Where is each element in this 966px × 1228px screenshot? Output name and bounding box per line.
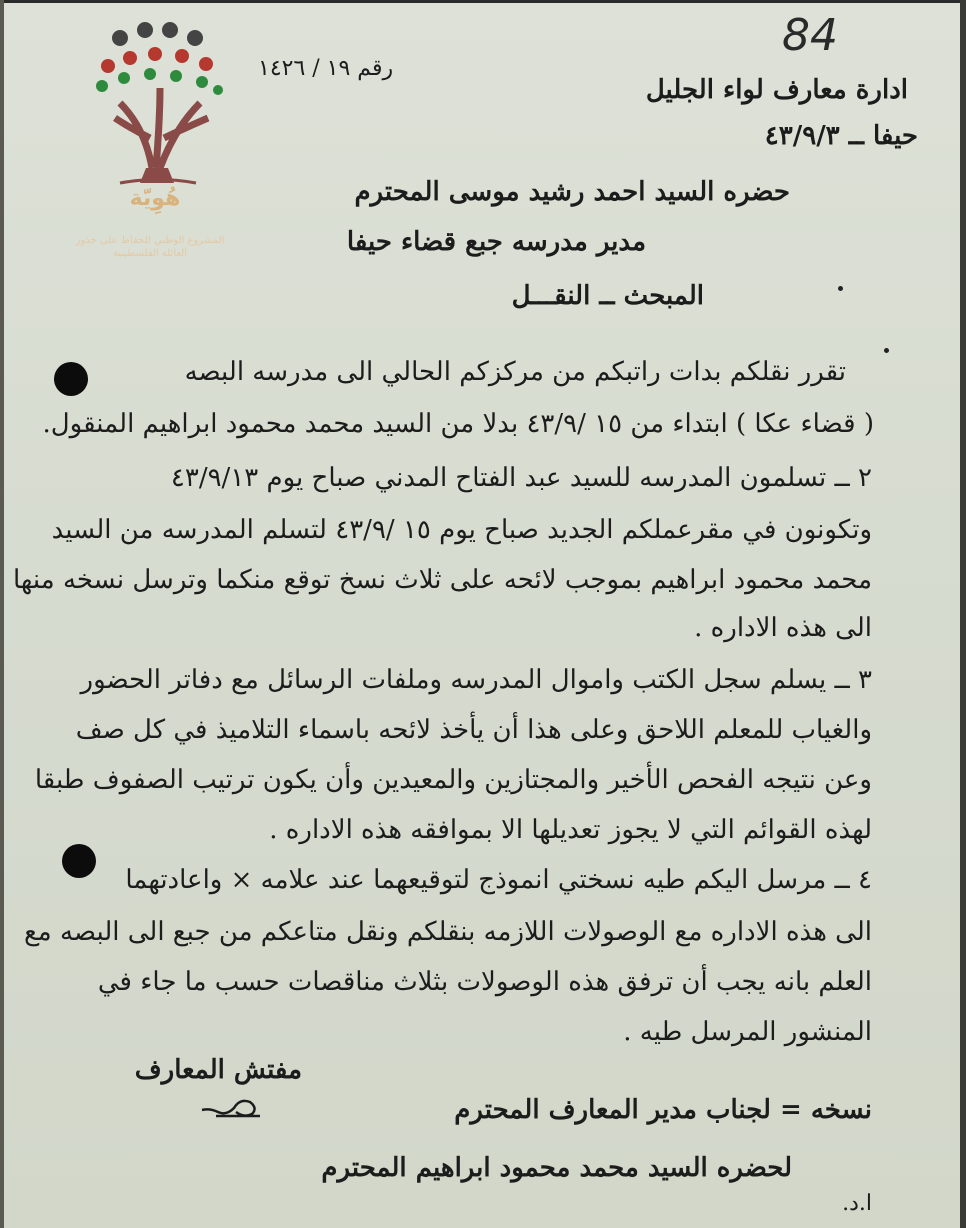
handwritten-signature [196,1086,266,1126]
footer-initials: ا.د. [842,1191,872,1216]
paragraph-3-line-3: وعن نتيجه الفحص الأخير والمجتازين والمعيدين وأن يكون ترتيب الصفوف طبقا [34,765,872,795]
punch-hole-top [54,362,88,396]
paragraph-4-line-3: العلم بانه يجب أن ترفق هذه الوصولات بثلاث مناقصات حسب ما جاء في [97,967,872,997]
scan-speck [838,286,843,291]
paragraph-2-line-4: الى هذه الاداره . [694,613,872,643]
paragraph-4-line-4: المنشور المرسل طيه . [623,1017,872,1047]
watermark-subtitle: المشروع الوطني للحفاظ على جذور العائلة الفلسطينية [75,235,225,259]
copy-line-1: نسخه = لجناب مدير المعارف المحترم [454,1095,872,1125]
issuing-office: ادارة معارف لواء الجليل [645,75,908,105]
scan-speck [884,348,889,353]
place-date: حيفا ــ ٤٣/٩/٣ [764,121,918,151]
subject-line: المبحث ــ النقـــل [511,281,704,311]
scan-edge-top [0,0,966,3]
paragraph-2-line-2: وتكونون في مقرعملكم الجديد صباح يوم ١٥ /٤٣/٩ لتسلم المدرسه من السيد [51,515,872,545]
paragraph-4-line-2: الى هذه الاداره مع الوصولات اللازمه بنقلكم ونقل متاعكم من جبع الى البصه مع [23,917,872,947]
scan-edge-right [960,0,966,1228]
scan-edge-left [0,0,4,1228]
reference-number: رقم ١٩ / ١٤٢٦ [258,56,394,81]
paragraph-1-line-2: ( قضاء عكا ) ابتداء من ١٥ /٤٣/٩ بدلا من السيد محمد محمود ابراهيم المنقول. [42,409,874,439]
paragraph-2-line-1: ٢ ــ تسلمون المدرسه للسيد عبد الفتاح المدني صباح يوم ٤٣/٩/١٣ [170,463,872,493]
recipient-name: حضره السيد احمد رشيد موسى المحترم [354,177,790,207]
heritage-tree-logo [90,18,230,268]
paragraph-3-line-1: ٣ ــ يسلم سجل الكتب واموال المدرسه وملفات الرسائل مع دفاتر الحضور [80,665,872,695]
punch-hole-bottom [62,844,96,878]
signatory-title: مفتش المعارف [134,1055,302,1085]
paragraph-3-line-4: لهذه القوائم التي لا يجوز تعديلها الا بموافقه هذه الاداره . [269,815,872,845]
paragraph-2-line-3: محمد محمود ابراهيم بموجب لائحه على ثلاث نسخ توقع منكما وترسل نسخه منها [13,565,872,595]
paragraph-4-line-1: ٤ ــ مرسل اليكم طيه نسختي انموذج لتوقيعهما عند علامه × واعادتهما [125,865,872,895]
recipient-position: مدير مدرسه جبع قضاء حيفا [346,227,646,257]
paragraph-3-line-2: والغياب للمعلم اللاحق وعلى هذا أن يأخذ لائحه باسماء التلاميذ في كل صف [75,715,872,745]
handwritten-page-number: 84 [782,10,838,61]
watermark-title: هُوِيّة [129,186,181,211]
copy-line-2: لحضره السيد محمد محمود ابراهيم المحترم [321,1153,792,1183]
paragraph-1-line-1: تقرر نقلكم بدات راتبكم من مركزكم الحالي الى مدرسه البصه [184,357,846,387]
